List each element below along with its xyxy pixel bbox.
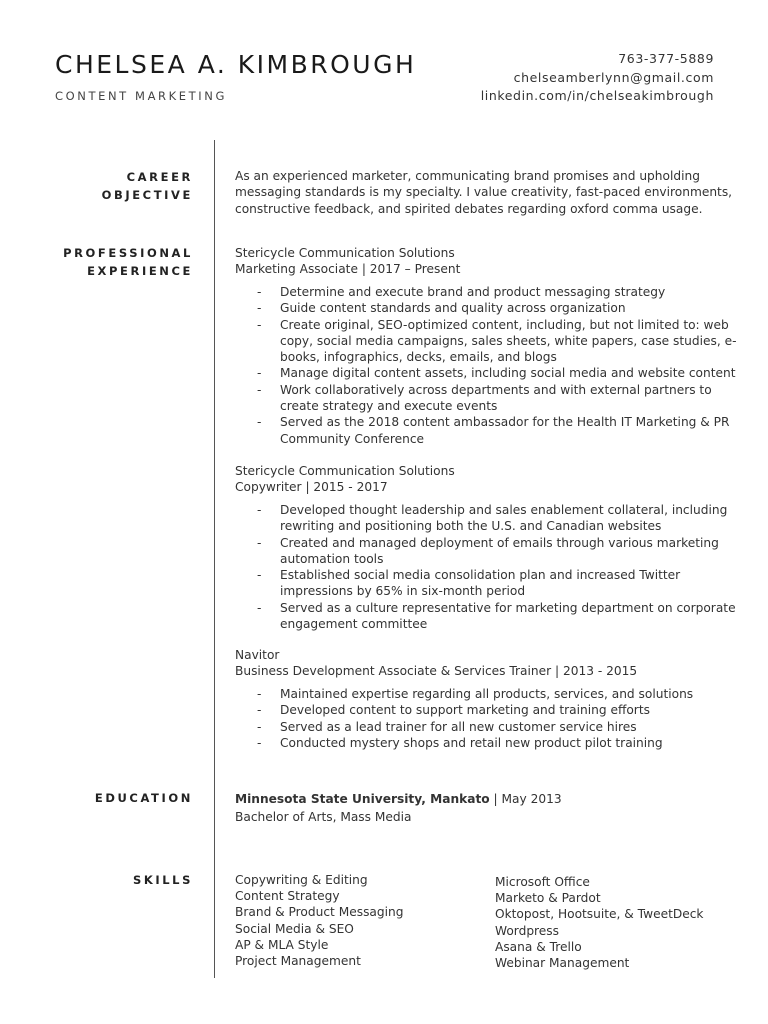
job-role: Copywriter | 2015 - 2017: [235, 480, 388, 495]
linkedin-url: linkedin.com/in/chelseakimbrough: [480, 88, 714, 103]
skill-item: Oktopost, Hootsuite, & TweetDeck: [495, 907, 704, 922]
section-label-education: [95, 789, 193, 807]
bullet-item: - Conducted mystery shops and retail new product pilot training: [235, 735, 725, 751]
vertical-divider: [214, 140, 215, 978]
bullet-item: - Guide content standards and quality across organization: [235, 300, 725, 316]
job-company: Navitor: [235, 648, 280, 662]
skill-item: AP & MLA Style: [235, 937, 329, 952]
education-date: | May 2013: [489, 792, 562, 806]
skill-item: Project Management: [235, 954, 361, 969]
job-bullets: [235, 502, 736, 632]
bullet-item: - Create original, SEO-optimized content, including, but not limited to: web copy, social media campaigns, sales sheets, white papers, case studies, e- books, infographics, decks, emails, and blogs: [235, 317, 725, 366]
bullet-item: - Manage digital content assets, including social media and website content: [235, 365, 725, 381]
section-label-objective: [102, 168, 193, 204]
education-entry: [235, 790, 725, 826]
label-line: EDUCATION: [94, 791, 193, 805]
skill-item: Microsoft Office: [495, 875, 590, 889]
skill-item: Content Strategy: [235, 889, 340, 904]
bullet-item: - Developed content to support marketing and training efforts: [235, 702, 725, 718]
job-role: Marketing Associate | 2017 – Present: [235, 262, 461, 277]
bullet-item: - Work collaboratively across departments and with external partners to create strategy and execute events: [235, 382, 725, 415]
phone-number: 763-377-5889: [618, 51, 714, 66]
label-line: CAREER: [126, 170, 193, 184]
job-entry: [235, 647, 725, 680]
bullet-item: - Created and managed deployment of emails through various marketing automation tools: [235, 535, 725, 568]
section-label-experience: [63, 244, 193, 280]
skill-item: Wordpress: [495, 923, 560, 938]
skill-item: Social Media & SEO: [235, 921, 354, 936]
skills-column-1: [235, 872, 403, 969]
education-degree: Bachelor of Arts, Mass Media: [235, 810, 412, 824]
skill-item: Marketo & Pardot: [495, 891, 601, 906]
candidate-name: CHELSEA A. KIMBROUGH: [55, 50, 417, 79]
objective-line: constructive feedback, and spirited debates regarding oxford comma usage.: [235, 201, 703, 216]
skills-column-2: [495, 874, 703, 971]
skill-item: Copywriting & Editing: [235, 873, 368, 887]
skill-item: Webinar Management: [495, 956, 630, 971]
education-school: Minnesota State University, Mankato: [235, 792, 490, 806]
job-company: Stericycle Communication Solutions: [235, 464, 455, 478]
education-school-line: [235, 790, 725, 808]
job-company: Stericycle Communication Solutions: [235, 246, 455, 260]
section-label-skills: [133, 871, 193, 889]
contact-block: [481, 50, 714, 106]
objective-text: [235, 168, 733, 217]
skill-item: Asana & Trello: [495, 939, 582, 954]
label-line: SKILLS: [132, 873, 193, 887]
job-entry: [235, 463, 725, 496]
bullet-item: - Served as a culture representative for marketing department on corporate engagement committee: [235, 600, 725, 633]
skill-item: Brand & Product Messaging: [235, 905, 404, 920]
objective-line: As an experienced marketer, communicating brand promises and upholding: [235, 169, 700, 183]
email-address: chelseamberlynn@gmail.com: [513, 69, 714, 85]
bullet-item: - Served as a lead trainer for all new customer service hires: [235, 719, 725, 735]
job-bullets: [235, 284, 737, 447]
job-bullets: [235, 686, 725, 751]
label-line: EXPERIENCE: [87, 264, 193, 278]
job-role: Business Development Associate & Services Trainer | 2013 - 2015: [235, 664, 638, 679]
bullet-item: - Served as the 2018 content ambassador for the Health IT Marketing & PR Community Conference: [235, 414, 725, 447]
label-line: OBJECTIVE: [101, 188, 193, 202]
candidate-subtitle: CONTENT MARKETING: [55, 89, 227, 103]
bullet-item: - Determine and execute brand and product messaging strategy: [235, 284, 725, 300]
job-entry: [235, 245, 725, 278]
label-line: PROFESSIONAL: [63, 246, 193, 260]
bullet-item: - Established social media consolidation plan and increased Twitter impressions by 65% in six-month period: [235, 567, 725, 600]
bullet-item: - Maintained expertise regarding all products, services, and solutions: [235, 686, 725, 702]
objective-line: messaging standards is my specialty. I value creativity, fast-paced environments,: [235, 185, 733, 200]
bullet-item: - Developed thought leadership and sales enablement collateral, including rewriting and positioning both the U.S. and Canadian websites: [235, 502, 725, 535]
